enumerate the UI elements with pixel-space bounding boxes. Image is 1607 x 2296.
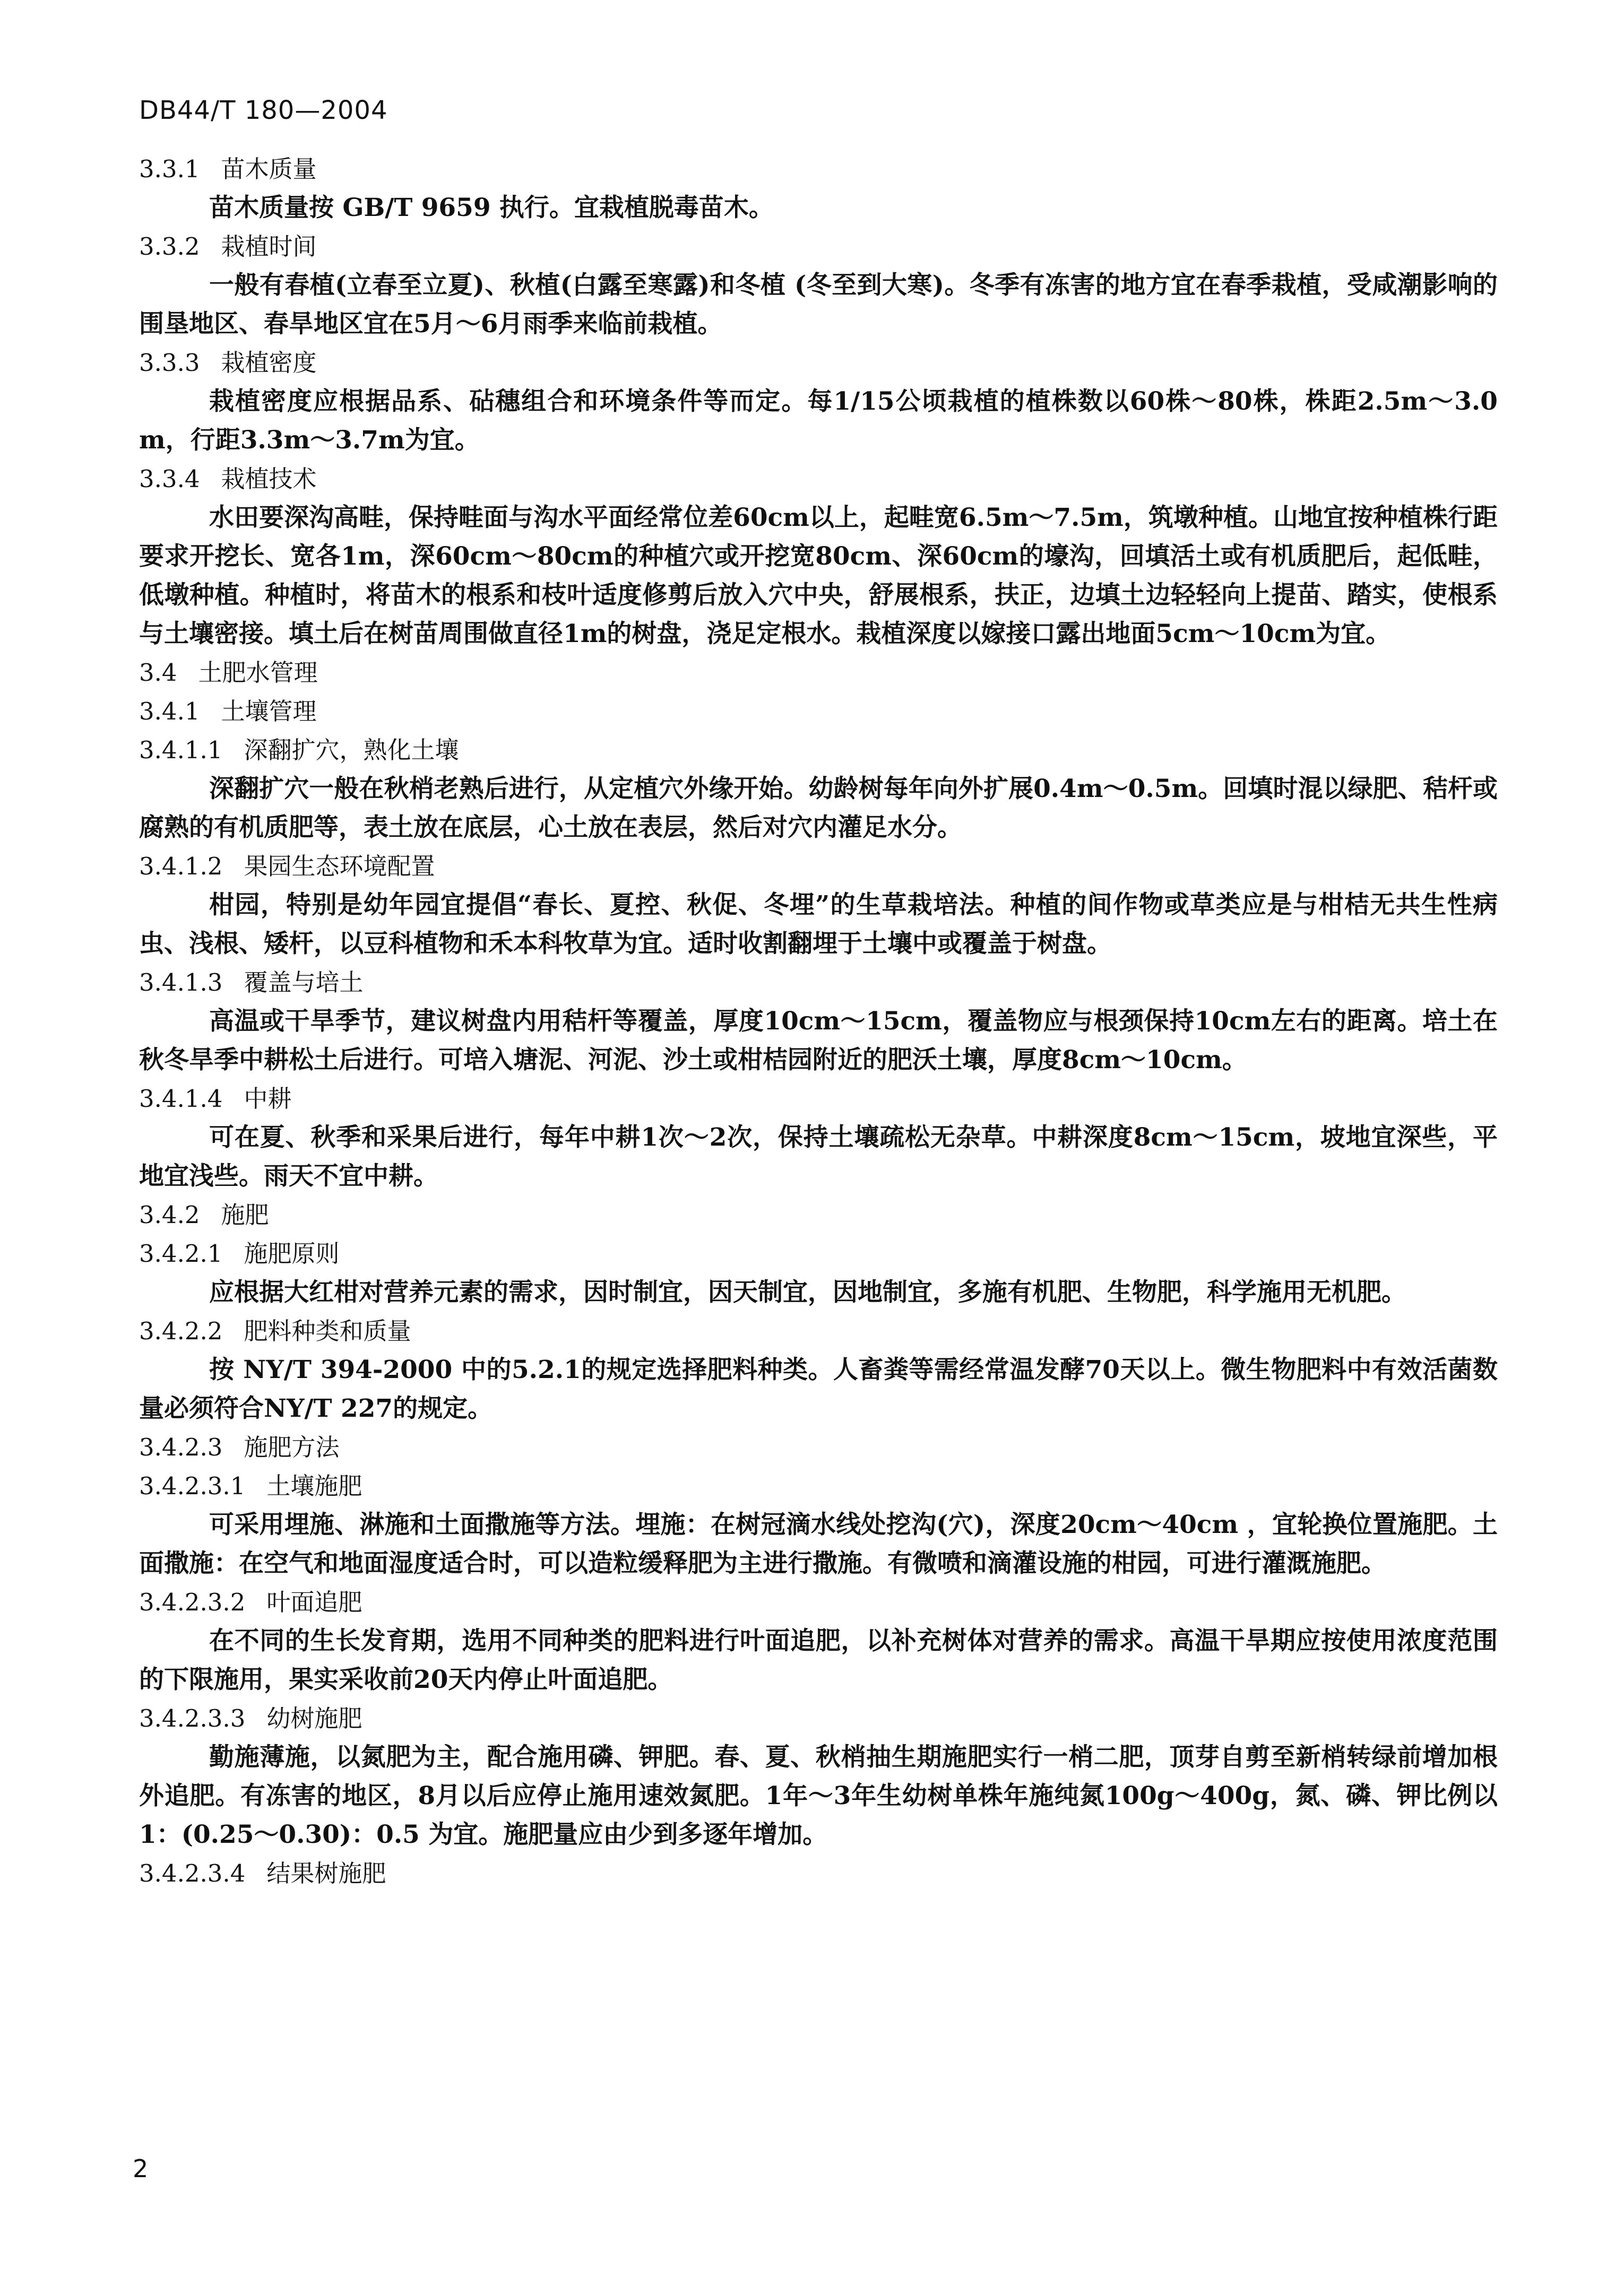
section-heading bbox=[139, 1854, 1498, 1893]
section-heading bbox=[139, 692, 1498, 731]
section-paragraph: 深翻扩穴一般在秋梢老熟后进行，从定植穴外缘开始。幼龄树每年向外扩展0.4m～0.5m。回填时混以绿肥、秸杆或腐熟的有机质肥等，表土放在底层，心土放在表层，然后对穴内灌足水分。 bbox=[139, 774, 1498, 842]
document-code: DB44/T 180—2004 bbox=[139, 96, 388, 125]
section-paragraph: 水田要深沟高畦，保持畦面与沟水平面经常位差60cm以上，起畦宽6.5m～7.5m，筑墩种植。山地宜按种植株行距要求开挖长、宽各1m，深60cm～80cm的种植穴或开挖宽80cm、深60cm的壕沟，回填活土或有机质肥后，起低畦，低墩种植。种植时，将苗木的根系和枝叶适度修剪后放入穴中央，舒展根系，扶正，边填土边轻轻向上提苗、踏实，使根系与土壤密接。填土后在树苗周围做直径1m的树盘，浇足定根水。栽植深度以嫁接口露出地面5cm～10cm为宜。 bbox=[139, 503, 1498, 648]
section-number: 3.4.1.1 bbox=[139, 736, 223, 764]
section-number: 3.4.2.3.2 bbox=[139, 1588, 246, 1616]
section-title: 结果树施肥 bbox=[266, 1859, 386, 1887]
section-paragraph: 一般有春植(立春至立夏)、秋植(白露至寒露)和冬植 (冬至到大寒)。冬季有冻害的地方宜在春季栽植，受咸潮影响的围垦地区、春旱地区宜在5月～6月雨季来临前栽植。 bbox=[139, 271, 1498, 339]
section-number: 3.4 bbox=[139, 659, 177, 687]
section-title: 施肥 bbox=[221, 1201, 269, 1229]
section-heading bbox=[139, 653, 1498, 692]
section-title: 果园生态环境配置 bbox=[244, 852, 435, 880]
section-paragraph: 高温或干旱季节，建议树盘内用秸杆等覆盖，厚度10cm～15cm，覆盖物应与根颈保持10cm左右的距离。培土在秋冬旱季中耕松土后进行。可培入塘泥、河泥、沙土或柑桔园附近的肥沃土壤，厚度8cm～10cm。 bbox=[139, 1007, 1498, 1075]
section-number: 3.3.1 bbox=[139, 155, 200, 183]
section-title: 土壤管理 bbox=[221, 697, 317, 725]
section-title: 苗木质量 bbox=[221, 155, 317, 183]
section-heading bbox=[139, 343, 1498, 382]
section-heading bbox=[139, 1079, 1498, 1118]
section-number: 3.4.2.1 bbox=[139, 1240, 223, 1268]
section-number: 3.4.2.3.4 bbox=[139, 1859, 246, 1887]
section-paragraph: 在不同的生长发育期，选用不同种类的肥料进行叶面追肥，以补充树体对营养的需求。高温干旱期应按使用浓度范围的下限施用，果实采收前20天内停止叶面追肥。 bbox=[139, 1626, 1498, 1694]
section-title: 叶面追肥 bbox=[266, 1588, 362, 1616]
section-title: 栽植技术 bbox=[221, 465, 317, 493]
section-title: 幼树施肥 bbox=[266, 1704, 362, 1732]
section-number: 3.3.3 bbox=[139, 349, 200, 377]
section-number: 3.4.2.3 bbox=[139, 1433, 223, 1461]
section-number: 3.4.1 bbox=[139, 697, 200, 725]
section-paragraph: 按 NY/T 394-2000 中的5.2.1的规定选择肥料种类。人畜粪等需经常温发酵70天以上。微生物肥料中有效活菌数量必须符合NY/T 227的规定。 bbox=[139, 1355, 1498, 1423]
section-number: 3.4.1.3 bbox=[139, 968, 223, 997]
section-number: 3.3.2 bbox=[139, 232, 200, 261]
section-number: 3.4.2.2 bbox=[139, 1317, 223, 1345]
section-title: 栽植时间 bbox=[221, 232, 317, 261]
section-paragraph: 栽植密度应根据品系、砧穗组合和环境条件等而定。每1/15公顷栽植的植株数以60株～80株，株距2.5m～3.0m，行距3.3m～3.7m为宜。 bbox=[139, 387, 1498, 455]
section-heading bbox=[139, 963, 1498, 1002]
section-number: 3.4.2.3.3 bbox=[139, 1704, 246, 1732]
section-paragraph: 可采用埋施、淋施和土面撒施等方法。埋施：在树冠滴水线处挖沟(穴)，深度20cm～40cm ，宜轮换位置施肥。土面撒施：在空气和地面湿度适合时，可以造粒缓释肥为主进行撒施。有微喷和滴灌设施的柑园，可进行灌溉施肥。 bbox=[139, 1510, 1498, 1578]
section-title: 覆盖与培土 bbox=[244, 968, 364, 997]
section-number: 3.4.2.3.1 bbox=[139, 1472, 246, 1500]
section-paragraph: 应根据大红柑对营养元素的需求，因时制宜，因天制宜，因地制宜，多施有机肥、生物肥，科学施用无机肥。 bbox=[209, 1278, 1406, 1307]
section-title: 施肥原则 bbox=[244, 1240, 340, 1268]
section-title: 中耕 bbox=[244, 1085, 292, 1113]
section-title: 施肥方法 bbox=[244, 1433, 340, 1461]
section-title: 栽植密度 bbox=[221, 349, 317, 377]
section-paragraph: 苗木质量按 GB/T 9659 执行。宜栽植脱毒苗木。 bbox=[209, 193, 774, 222]
section-heading bbox=[139, 1195, 1498, 1234]
section-heading bbox=[139, 150, 1498, 188]
section-heading bbox=[139, 460, 1498, 498]
section-heading bbox=[139, 847, 1498, 886]
section-paragraph: 勤施薄施，以氮肥为主，配合施用磷、钾肥。春、夏、秋梢抽生期施肥实行一梢二肥，顶芽自剪至新梢转绿前增加根外追肥。有冻害的地区，8月以后应停止施用速效氮肥。1年～3年生幼树单株年施纯氮100g～400g，氮、磷、钾比例以 1：(0.25～0.30)：0.5 为宜。施肥量应由少到多逐年增加。 bbox=[139, 1743, 1498, 1849]
document-body bbox=[139, 150, 1498, 1893]
section-paragraph: 可在夏、秋季和采果后进行，每年中耕1次～2次，保持土壤疏松无杂草。中耕深度8cm～15cm，坡地宜深些，平地宜浅些。雨天不宜中耕。 bbox=[139, 1123, 1498, 1191]
section-heading bbox=[139, 1699, 1498, 1738]
section-number: 3.4.1.2 bbox=[139, 852, 223, 880]
section-paragraph: 柑园，特别是幼年园宜提倡“春长、夏控、秋促、冬埋”的生草栽培法。种植的间作物或草类应是与柑桔无共生性病虫、浅根、矮杆，以豆科植物和禾本科牧草为宜。适时收割翻埋于土壤中或覆盖于树盘。 bbox=[139, 890, 1498, 958]
section-heading bbox=[139, 227, 1498, 266]
section-title: 土肥水管理 bbox=[198, 659, 318, 687]
section-title: 肥料种类和质量 bbox=[244, 1317, 411, 1345]
page-number: 2 bbox=[133, 2154, 149, 2183]
section-number: 3.3.4 bbox=[139, 465, 200, 493]
section-title: 土壤施肥 bbox=[266, 1472, 362, 1500]
section-heading bbox=[139, 1312, 1498, 1350]
section-heading bbox=[139, 1234, 1498, 1273]
section-title: 深翻扩穴，熟化土壤 bbox=[244, 736, 459, 764]
section-heading bbox=[139, 1428, 1498, 1467]
section-heading bbox=[139, 1583, 1498, 1622]
section-heading bbox=[139, 1467, 1498, 1505]
section-heading bbox=[139, 731, 1498, 769]
section-number: 3.4.1.4 bbox=[139, 1085, 223, 1113]
section-number: 3.4.2 bbox=[139, 1201, 200, 1229]
